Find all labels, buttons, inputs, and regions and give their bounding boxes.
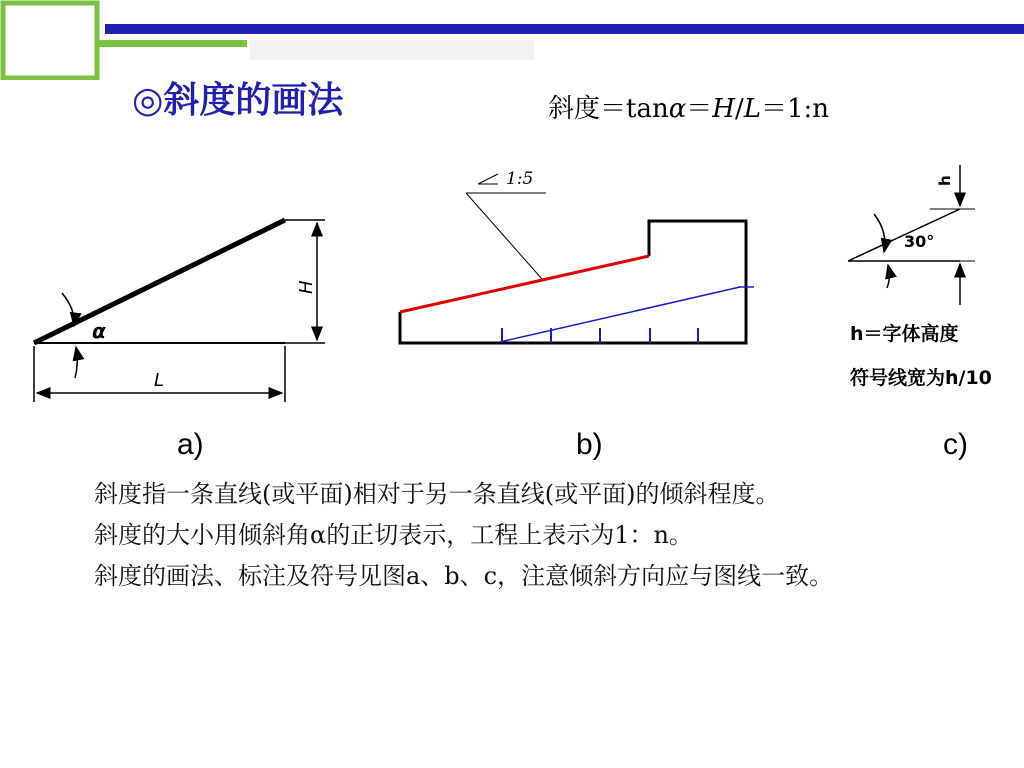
leader-line — [466, 193, 542, 279]
red-slope-line — [400, 256, 649, 312]
note-font-height: h＝字体高度 — [850, 323, 959, 345]
formula-suffix: ＝1:n — [761, 94, 830, 124]
alpha-label: α — [92, 319, 106, 343]
formula-prefix: 斜度＝tan — [548, 94, 669, 124]
formula-slash: / — [734, 94, 744, 124]
page-title: ◎斜度的画法 — [132, 80, 344, 121]
blue-construction-line — [500, 287, 740, 342]
paragraph-definition: 斜度指一条直线(或平面)相对于另一条直线(或平面)的倾斜程度。 — [94, 480, 780, 508]
angle-label: 30° — [904, 232, 935, 251]
figure-a — [34, 220, 325, 402]
angle-arrow — [62, 293, 74, 326]
caption-b: b) — [576, 428, 603, 461]
formula-eq: ＝ — [686, 94, 713, 124]
paragraph-drawing: 斜度的画法、标注及符号见图a、b、c，注意倾斜方向应与图线一致。 — [94, 562, 834, 590]
c-h-label: h — [936, 175, 954, 186]
formula-alpha: α — [668, 94, 687, 124]
body-text — [22, 474, 1012, 597]
slope-label: 1:5 — [506, 169, 534, 189]
h-label: H — [296, 280, 317, 294]
note-line-width: 符号线宽为h/10 — [850, 367, 992, 389]
figure-c — [848, 165, 992, 389]
l-label: L — [154, 370, 165, 391]
caption-a: a) — [177, 428, 204, 461]
caption-c: c) — [943, 428, 968, 461]
figure-b — [400, 169, 754, 343]
formula-l: L — [743, 94, 761, 124]
slope-symbol — [478, 174, 498, 184]
slope-line — [34, 220, 285, 343]
paragraph-magnitude: 斜度的大小用倾斜角α的正切表示，工程上表示为1：n。 — [94, 521, 693, 549]
formula-h: H — [712, 94, 735, 124]
